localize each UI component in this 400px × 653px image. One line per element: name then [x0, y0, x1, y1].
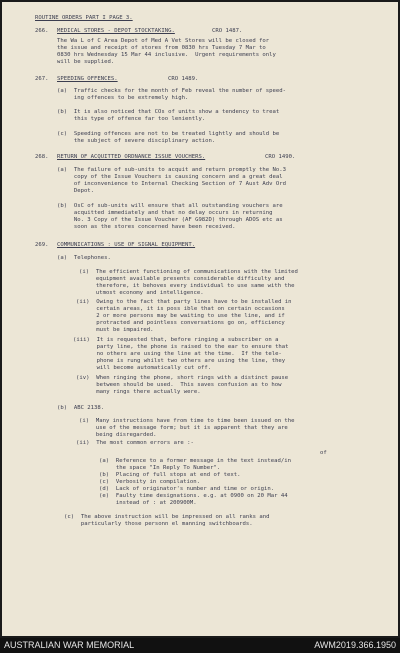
section-268-title: RETURN OF ACQUITTED ORDNANCE ISSUE VOUCHERS.: [57, 154, 206, 160]
telephones-iii: (iii) It is requested that, before ringing a subscriber on a: [73, 337, 279, 343]
section-267-b: (b) It is also noticed that COs of units show a tendency to treat: [57, 109, 280, 115]
error-list-item: (e) Faulty time designations. e.g. at 0900 on 20 Mar 44: [99, 493, 288, 499]
abc-i: being disregarded.: [79, 432, 157, 438]
abc-ii: (ii) The most common errors are :-: [76, 440, 194, 446]
section-266-line: will be supplied.: [57, 59, 115, 65]
document-page: [2, 2, 398, 636]
telephones-i: utmost economy and intelligence.: [79, 290, 204, 296]
telephones-iv: many rings there actually were.: [76, 389, 201, 395]
section-269-c: (c) The above instruction will be impressed on all ranks and: [64, 514, 270, 520]
error-list-item: (b) Placing of full stops at end of text.: [99, 472, 241, 478]
section-268-a: of inconvenience to Internal Checking Section of 7 Aust Adv Ord: [57, 181, 287, 187]
abc-heading: (b) ABC 2138.: [57, 405, 105, 411]
section-268-b: (b) OsC of sub-units will ensure that all outstanding vouchers are: [57, 203, 283, 209]
section-267-number: 267.: [35, 76, 49, 82]
handwritten-insert: of: [320, 450, 327, 456]
telephones-ii: 2 or more persons may be waiting to use the line, and if: [76, 313, 285, 319]
section-266-title: MEDICAL STORES - DEPOT STOCKTAKING.: [57, 28, 175, 34]
error-list-item: the space "In Reply To Number".: [99, 465, 221, 471]
section-267-c: (c) Speeding offences are not to be treated lightly and should be: [57, 131, 280, 137]
error-list-item: (c) Verbosity in compilation.: [99, 479, 201, 485]
telephones-i: (i) The efficient functioning of communications with the limited: [79, 269, 298, 275]
telephones-i: equipment available presents considerable difficulty and: [79, 276, 285, 282]
telephones-ii: certain areas, it is poss ible that on certain occasions: [76, 306, 285, 312]
section-269-number: 269.: [35, 242, 49, 248]
section-268-b: No. 3 Copy of the Issue Voucher (AF G982D) through ADOS etc as: [57, 217, 283, 223]
archive-footer: [0, 638, 400, 653]
section-267-title: SPEEDING OFFENCES.: [57, 76, 118, 82]
telephones-iii: no others are using the line at the time. If the tele-: [73, 351, 282, 357]
section-268-a: (a) The failure of sub-units to acquit and return promptly the No.3: [57, 167, 287, 173]
section-269-title: COMMUNICATIONS : USE OF SIGNAL EQUIPMENT.: [57, 242, 196, 248]
section-266-line: The Wa L of C Area Depot of Med A Vet Stores will be closed for: [57, 38, 270, 44]
page-header: ROUTINE ORDERS PART I PAGE 3.: [35, 15, 133, 21]
telephones-heading: (a) Telephones.: [57, 255, 111, 261]
section-266-line: the issue and receipt of stores from 0830 hrs Tuesday 7 Mar to: [57, 45, 266, 51]
telephones-iv: (iv) When ringing the phone, short rings with a distinct pause: [76, 375, 289, 381]
telephones-ii: must be impaired.: [76, 327, 154, 333]
error-list-item: (a) Reference to a former message in the text instead/in: [99, 458, 291, 464]
section-267-b: this type of offence far too leniently.: [57, 116, 206, 122]
section-268-b: acquitted immediately and that no delay occurs in returning: [57, 210, 273, 216]
abc-i: (i) Many instructions have from time to time been issued on the: [79, 418, 295, 424]
section-269-c: particularly those personn el manning switchboards.: [64, 521, 253, 527]
section-266-line: 0830 hrs Wednesday 15 Mar 44 inclusive. Urgent requirements only: [57, 52, 276, 58]
error-list-item: (d) Lack of originator's number and time or origin.: [99, 486, 275, 492]
telephones-iii: party line, the phone is raised to the ear to ensure that: [73, 344, 289, 350]
section-266-number: 266.: [35, 28, 49, 34]
section-267-a: ing offences to be extremely high.: [57, 95, 189, 101]
section-267-c: the subject of severe disciplinary action.: [57, 138, 216, 144]
section-266-ref: CRO 1487.: [212, 28, 243, 34]
section-268-number: 268.: [35, 154, 49, 160]
section-267-ref: CRO 1489.: [168, 76, 199, 82]
archive-reference: AWM2019.366.1950: [314, 640, 396, 650]
abc-i: use of the message form; but it is apparent that they are: [79, 425, 288, 431]
error-list-item: instead of : at 200900M.: [99, 500, 197, 506]
telephones-ii: protracted and pointless conversations go on, efficiency: [76, 320, 285, 326]
archive-name: AUSTRALIAN WAR MEMORIAL: [4, 640, 135, 650]
telephones-iii: will become automatically cut off.: [73, 365, 212, 371]
section-268-ref: CRO 1490.: [265, 154, 296, 160]
telephones-ii: (ii) Owing to the fact that party lines have to be installed in: [76, 299, 292, 305]
section-267-a: (a) Traffic checks for the month of Feb reveal the number of speed-: [57, 88, 287, 94]
section-268-a: Depot.: [57, 188, 95, 194]
section-268-a: copy of the Issue Vouchers is causing concern and a great deal: [57, 174, 283, 180]
telephones-iv: between should be used. This saves confusion as to how: [76, 382, 282, 388]
telephones-iii: phone is rung whilst two others are using the line, they: [73, 358, 286, 364]
telephones-i: therefore, it behoves every individual to use same with the: [79, 283, 295, 289]
section-268-b: soon as the stores concerned have been received.: [57, 224, 236, 230]
